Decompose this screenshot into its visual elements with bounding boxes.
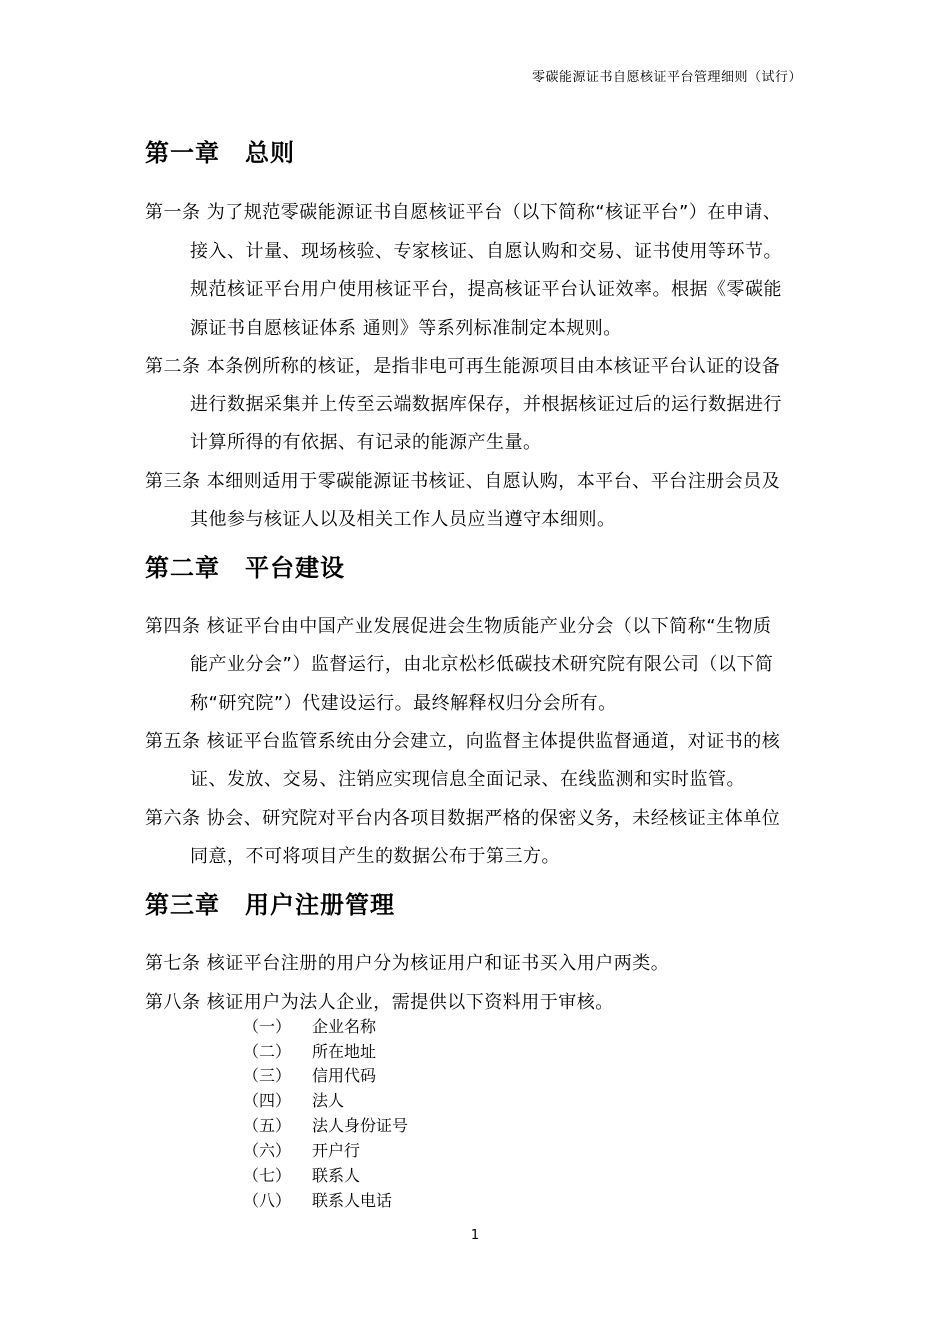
- chapter-1-heading: [145, 133, 295, 168]
- chapter-title: 总则: [245, 139, 295, 167]
- article-3-line-2: 其他参与核证人以及相关工作人员应当遵守本细则。: [190, 509, 616, 530]
- article-1-line-4: 源证书自愿核证体系 通则》等系列标准制定本规则。: [190, 318, 622, 339]
- article-1-line-1: 第一条 为了规范零碳能源证书自愿核证平台（以下简称“核证平台”）在申请、: [145, 202, 782, 223]
- chapter-title: 用户注册管理: [245, 891, 395, 919]
- article-4-line-1: 第四条 核证平台由中国产业发展促进会生物质能产业分会（以下简称“生物质: [145, 616, 772, 637]
- running-header: 零碳能源证书自愿核证平台管理细则（试行）: [531, 70, 802, 85]
- chapter-3-heading: [145, 885, 395, 920]
- list-item-text: 企业名称: [312, 1017, 377, 1036]
- list-marker: （八）: [243, 1191, 292, 1210]
- chapter-number: 第三章: [145, 891, 220, 919]
- article-1-line-3: 规范核证平台用户使用核证平台，提高核证平台认证效率。根据《零碳能: [190, 279, 782, 300]
- list-marker: （七）: [243, 1166, 292, 1185]
- article-6-line-2: 同意，不可将项目产生的数据公布于第三方。: [190, 846, 560, 867]
- list-marker: （四）: [243, 1091, 292, 1110]
- article-6-line-1: 第六条 协会、研究院对平台内各项目数据严格的保密义务，未经核证主体单位: [145, 808, 781, 829]
- list-marker: （二）: [243, 1042, 292, 1061]
- article-5-line-1: 第五条 核证平台监管系统由分会建立，向监督主体提供监督通道，对证书的核: [145, 731, 781, 752]
- list-marker: （五）: [243, 1116, 292, 1135]
- article-7-line-1: 第七条 核证平台注册的用户分为核证用户和证书买入用户两类。: [145, 953, 670, 974]
- list-item-text: 联系人电话: [312, 1191, 393, 1210]
- article-2-line-1: 第二条 本条例所称的核证，是指非电可再生能源项目由本核证平台认证的设备: [145, 356, 781, 377]
- list-marker: （三）: [243, 1066, 292, 1085]
- list-marker: （六）: [243, 1141, 292, 1160]
- list-item-text: 法人身份证号: [312, 1116, 409, 1135]
- article-4-line-2: 能产业分会”）监督运行，由北京松杉低碳技术研究院有限公司（以下简: [190, 654, 774, 675]
- list-item-text: 开户行: [312, 1141, 361, 1160]
- page-number: 1: [470, 1228, 480, 1243]
- list-item-text: 所在地址: [312, 1042, 377, 1061]
- chapter-number: 第二章: [145, 554, 220, 582]
- chapter-title: 平台建设: [245, 554, 345, 582]
- article-1-line-2: 接入、计量、现场核验、专家核证、自愿认购和交易、证书使用等环节。: [190, 241, 782, 262]
- chapter-2-heading: [145, 548, 345, 583]
- list-item-text: 联系人: [312, 1166, 361, 1185]
- chapter-number: 第一章: [145, 139, 220, 167]
- article-2-line-2: 进行数据采集并上传至云端数据库保存，并根据核证过后的运行数据进行: [190, 394, 782, 415]
- article-8-line-1: 第八条 核证用户为法人企业，需提供以下资料用于审核。: [145, 992, 614, 1013]
- article-5-line-2: 证、发放、交易、注销应实现信息全面记录、在线监测和实时监管。: [190, 769, 745, 790]
- list-marker: （一）: [243, 1017, 292, 1036]
- article-3-line-1: 第三条 本细则适用于零碳能源证书核证、自愿认购，本平台、平台注册会员及: [145, 471, 781, 492]
- list-item-text: 信用代码: [312, 1066, 377, 1085]
- list-item-text: 法人: [312, 1091, 345, 1110]
- article-4-line-3: 称“研究院”）代建设运行。最终解释权归分会所有。: [190, 693, 617, 714]
- article-2-line-3: 计算所得的有依据、有记录的能源产生量。: [190, 432, 542, 453]
